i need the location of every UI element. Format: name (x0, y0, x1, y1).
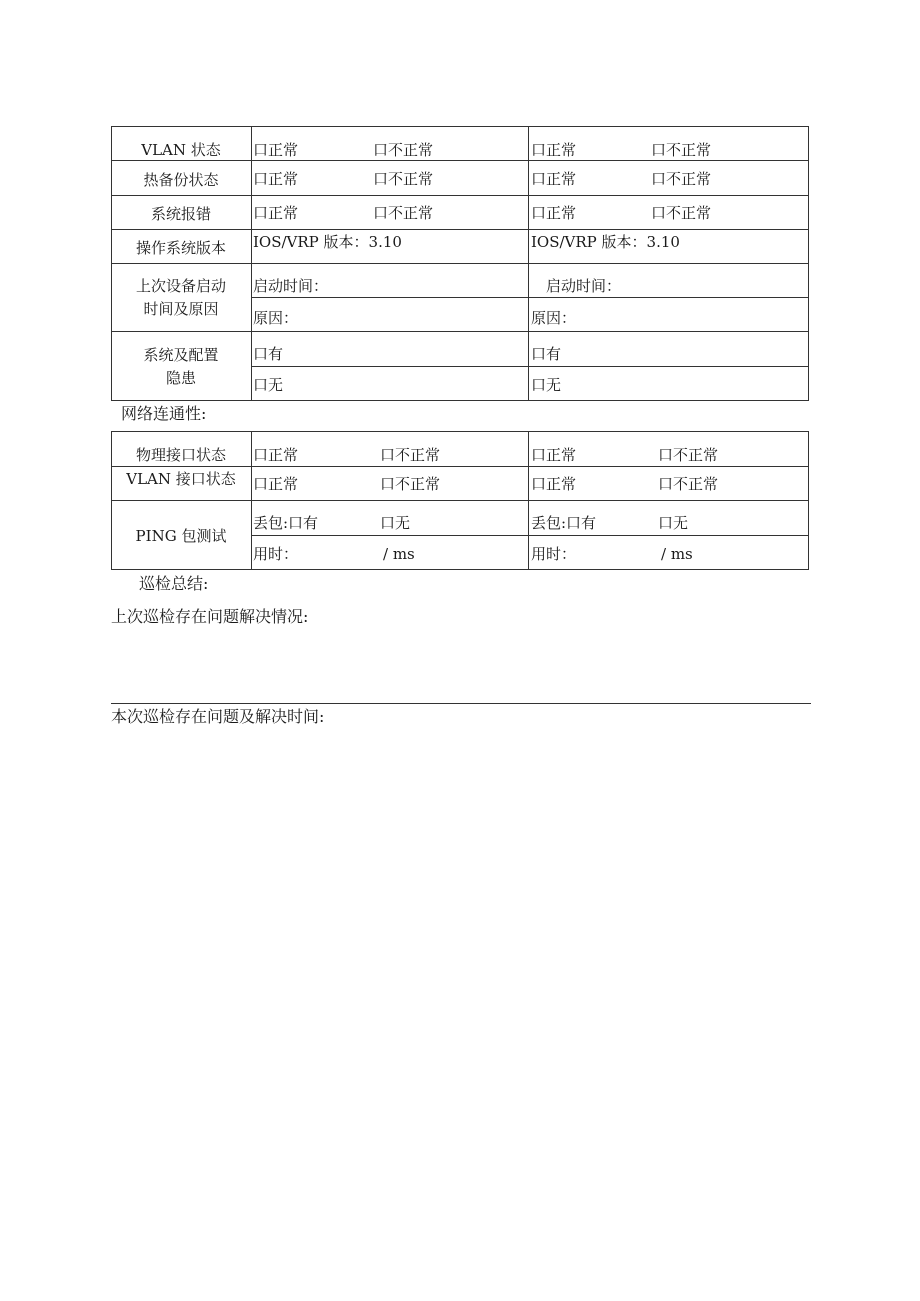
table-divider (251, 297, 809, 298)
table-divider (528, 126, 529, 400)
packet-loss-no[interactable]: 口无 (658, 514, 689, 532)
table-divider (251, 535, 809, 536)
os-version-value: IOS/VRP 版本：3.10 (253, 233, 402, 251)
ping-time-field[interactable]: / ms (661, 545, 693, 563)
row-label-last-boot: 上次设备启动 (135, 277, 226, 295)
row-label-hazards: 系统及配置 (143, 346, 219, 364)
checkbox-abnormal[interactable]: 口不正常 (380, 475, 441, 493)
ping-time-label: 用时： (531, 545, 577, 563)
checkbox-yes[interactable]: 口有 (253, 345, 284, 363)
checkbox-normal[interactable]: 口正常 (253, 204, 299, 222)
checkbox-normal[interactable]: 口正常 (531, 475, 577, 493)
boot-time-field[interactable]: 启动时间： (253, 277, 329, 295)
checkbox-no[interactable]: 口无 (253, 376, 284, 394)
row-label-last-boot-line2: 时间及原因 (143, 300, 219, 318)
table-divider (111, 331, 809, 332)
row-label-vlan-interface: VLAN 接口状态 (126, 470, 236, 488)
checkbox-abnormal[interactable]: 口不正常 (651, 141, 712, 159)
summary-heading: 巡检总结: (139, 574, 209, 593)
checkbox-normal[interactable]: 口正常 (531, 170, 577, 188)
checkbox-abnormal[interactable]: 口不正常 (380, 446, 441, 464)
table-divider (251, 431, 252, 569)
table-divider (251, 366, 809, 367)
ping-time-field[interactable]: / ms (383, 545, 415, 563)
table-border (111, 431, 809, 432)
packet-loss-yes[interactable]: 丢包:口有 (531, 514, 597, 532)
table-divider (111, 466, 809, 467)
checkbox-abnormal[interactable]: 口不正常 (373, 204, 434, 222)
boot-time-field[interactable]: 启动时间： (546, 277, 622, 295)
row-label-os-version: 操作系统版本 (135, 239, 226, 257)
checkbox-normal[interactable]: 口正常 (253, 446, 299, 464)
current-issues-heading: 本次巡检存在问题及解决时间: (111, 707, 325, 726)
table-divider (528, 431, 529, 569)
checkbox-abnormal[interactable]: 口不正常 (651, 170, 712, 188)
table-divider (251, 126, 252, 400)
checkbox-normal[interactable]: 口正常 (531, 446, 577, 464)
last-issues-heading: 上次巡检存在问题解决情况: (111, 607, 309, 626)
table-border (111, 569, 809, 570)
table-border (111, 400, 809, 401)
table-border (808, 431, 809, 569)
row-label-system-error: 系统报错 (150, 205, 211, 223)
checkbox-abnormal[interactable]: 口不正常 (658, 475, 719, 493)
boot-reason-field[interactable]: 原因： (253, 309, 299, 327)
row-label-hot-standby: 热备份状态 (143, 171, 219, 189)
checkbox-normal[interactable]: 口正常 (531, 204, 577, 222)
table-divider (111, 160, 809, 161)
row-label-vlan-status: VLAN 状态 (141, 141, 221, 159)
checkbox-abnormal[interactable]: 口不正常 (651, 204, 712, 222)
checkbox-yes[interactable]: 口有 (531, 345, 562, 363)
row-label-physical-interface: 物理接口状态 (135, 446, 226, 464)
checkbox-no[interactable]: 口无 (531, 376, 562, 394)
table-divider (111, 263, 809, 264)
checkbox-abnormal[interactable]: 口不正常 (373, 170, 434, 188)
checkbox-normal[interactable]: 口正常 (531, 141, 577, 159)
table-border (808, 126, 809, 400)
checkbox-normal[interactable]: 口正常 (253, 170, 299, 188)
table-border (111, 126, 809, 127)
os-version-value: IOS/VRP 版本：3.10 (531, 233, 680, 251)
section-divider (111, 703, 811, 704)
row-label-hazards-line2: 隐患 (165, 369, 196, 387)
packet-loss-no[interactable]: 口无 (380, 514, 411, 532)
ping-time-label: 用时： (253, 545, 299, 563)
connectivity-heading: 网络连通性: (121, 404, 207, 423)
boot-reason-field[interactable]: 原因： (531, 309, 577, 327)
table-divider (111, 195, 809, 196)
table-divider (111, 229, 809, 230)
packet-loss-yes[interactable]: 丢包:口有 (253, 514, 319, 532)
checkbox-abnormal[interactable]: 口不正常 (658, 446, 719, 464)
checkbox-abnormal[interactable]: 口不正常 (373, 141, 434, 159)
checkbox-normal[interactable]: 口正常 (253, 475, 299, 493)
table-divider (111, 500, 809, 501)
checkbox-normal[interactable]: 口正常 (253, 141, 299, 159)
row-label-ping-test: PING 包测试 (135, 527, 227, 545)
